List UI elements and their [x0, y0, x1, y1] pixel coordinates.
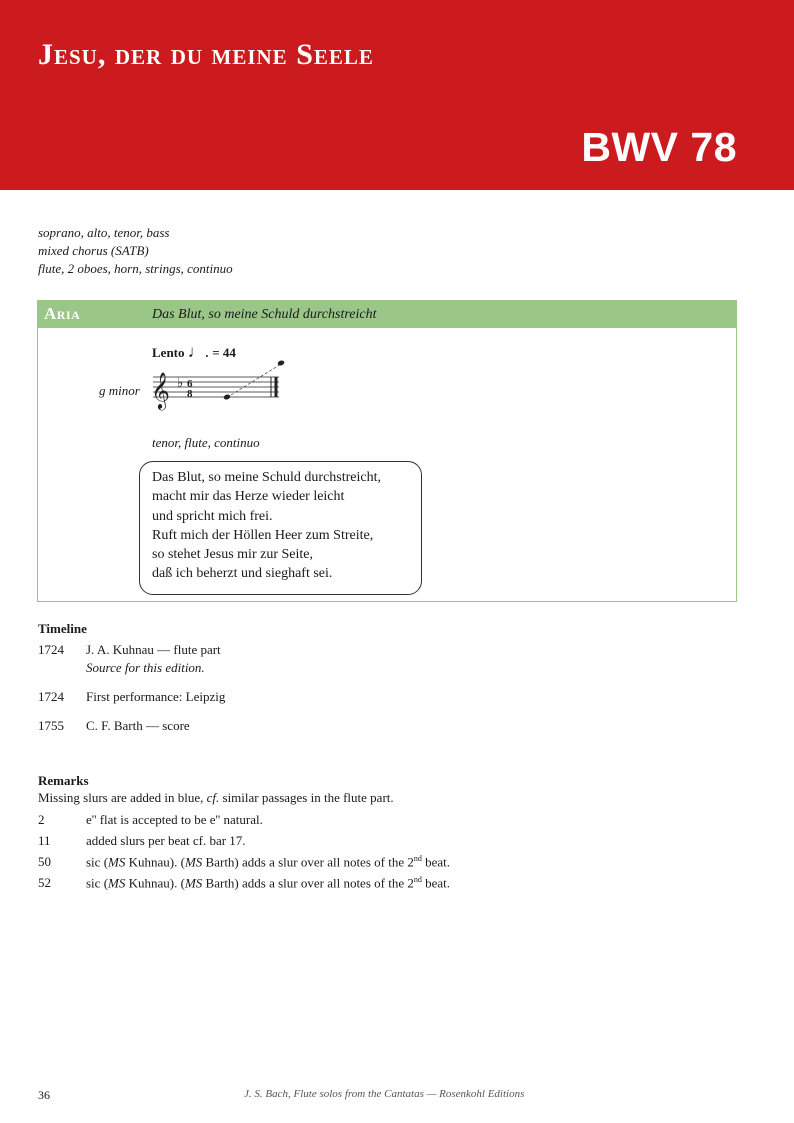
timeline-text: J. A. Kuhnau — flute part [86, 642, 221, 657]
lyric-line: und spricht mich frei. [152, 508, 273, 524]
aria-incipit: Das Blut, so meine Schuld durchstreicht [152, 307, 377, 322]
footer-title: J. S. Bach, Flute solos from the Cantatas — Rosenkohl Editions [244, 1088, 525, 1100]
scoring-line: flute, 2 oboes, horn, strings, continuo [38, 261, 233, 276]
timeline-year: 1724 [38, 689, 64, 704]
bwv-number: BWV 78 [581, 124, 737, 170]
timeline-text: C. F. Barth — score [86, 718, 190, 733]
svg-text:6: 6 [187, 378, 193, 390]
aria-label: Aria [44, 304, 81, 323]
tempo-word: Lento [152, 345, 185, 360]
page-number: 36 [38, 1088, 50, 1102]
timeline-heading: Timeline [38, 621, 87, 636]
lyric-line: daß ich beherzt und sieghaft sei. [152, 566, 333, 582]
music-staff-incipit [153, 367, 283, 417]
timeline-note: Source for this edition. [86, 660, 205, 675]
lyric-line: Ruft mich der Höllen Heer zum Streite, [152, 527, 374, 543]
remark-text: added slurs per beat cf. bar 17. [86, 833, 246, 848]
title-banner [0, 0, 794, 190]
cantata-title: Jesu, der du meine Seele [38, 38, 374, 71]
instrumentation-label: tenor, flute, continuo [152, 435, 260, 450]
scoring-block [38, 224, 233, 278]
remark-bar-number: 52 [38, 875, 51, 890]
remark-text: sic (MS Kuhnau). (MS Barth) adds a slur over all notes of the 2nd beat. [86, 875, 451, 891]
timeline-year: 1724 [38, 642, 64, 657]
lyric-line: macht mir das Herze wieder leicht [152, 489, 345, 505]
remark-text: sic (MS Kuhnau). (MS Barth) adds a slur over all notes of the 2nd beat. [86, 854, 451, 870]
scoring-line: soprano, alto, tenor, bass [38, 225, 170, 240]
remarks-heading: Remarks [38, 773, 89, 788]
dotted-quarter-note-icon: ♩. [187, 342, 209, 361]
svg-text:8: 8 [187, 388, 193, 400]
remark-text: e'' flat is accepted to be e'' natural. [86, 812, 263, 827]
remark-bar-number: 50 [38, 854, 51, 869]
lyrics-box [139, 461, 422, 595]
flat-icon: ♭ [177, 376, 184, 391]
scoring-line: mixed chorus (SATB) [38, 243, 149, 258]
remarks-intro: Missing slurs are added in blue, cf. similar passages in the flute part. [38, 790, 394, 805]
remark-bar-number: 2 [38, 812, 45, 827]
timeline-year: 1755 [38, 718, 64, 733]
tempo-value: = 44 [212, 345, 236, 360]
treble-clef-icon: 𝄞 [151, 371, 170, 409]
timeline-text: First performance: Leipzig [86, 689, 226, 704]
tempo-marking [152, 342, 236, 362]
key-signature-label: g minor [99, 383, 140, 398]
aria-header [38, 301, 736, 328]
aria-section [37, 300, 737, 602]
lyric-line: so stehet Jesus mir zur Seite, [152, 547, 313, 563]
lyric-line: Das Blut, so meine Schuld durchstreicht, [152, 470, 382, 485]
remark-bar-number: 11 [38, 833, 51, 848]
